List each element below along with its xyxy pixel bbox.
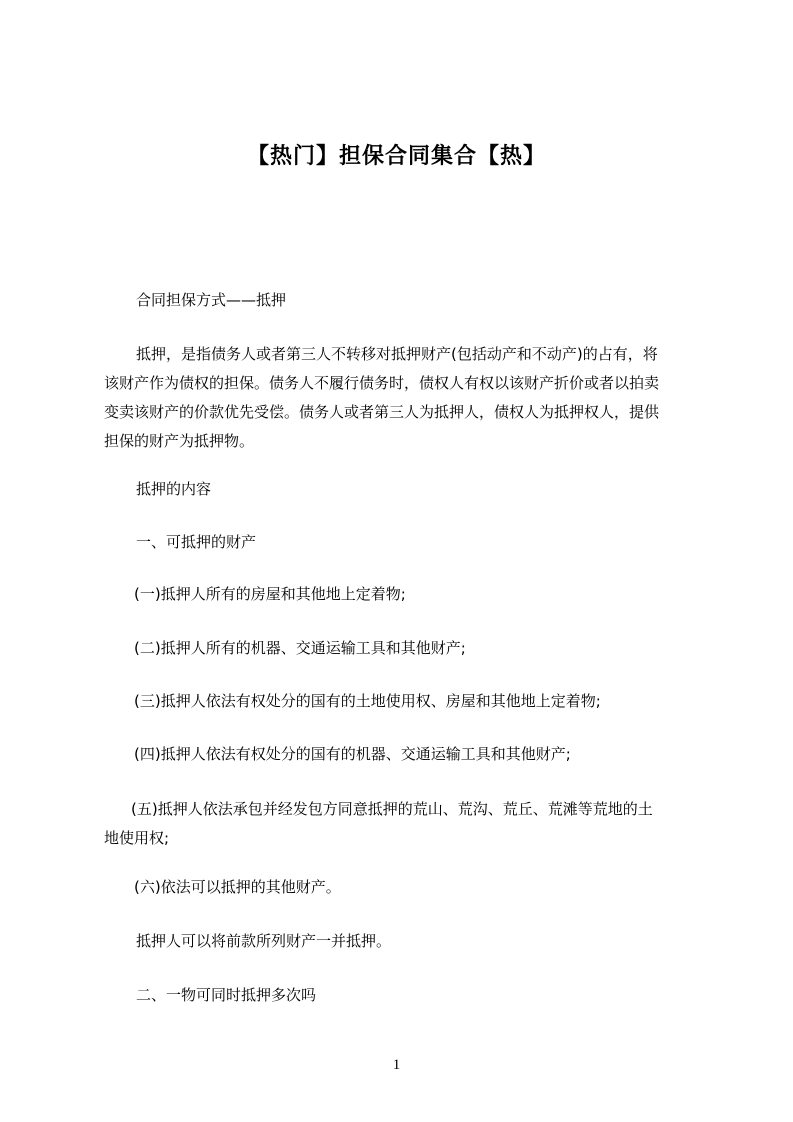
list-item-five <box>104 795 704 853</box>
definition-line: 变卖该财产的价款优先受偿。债务人或者第三人为抵押人，债权人为抵押权人，提供 <box>104 403 660 421</box>
together-note: 抵押人可以将前款所列财产一并抵押。 <box>136 932 392 950</box>
document-title: 【热门】担保合同集合【热】 <box>246 144 546 169</box>
heading-content: 抵押的内容 <box>136 480 212 498</box>
definition-paragraph <box>104 340 704 456</box>
page-number: 1 <box>392 1057 401 1073</box>
definition-line: 担保的财产为抵押物。 <box>104 432 255 450</box>
list-item-line: 地使用权; <box>104 829 170 847</box>
list-item: (四)抵押人依法有权处分的国有的机器、交通运输工具和其他财产; <box>134 745 571 763</box>
list-item-line: (五)抵押人依法承包并经发包方同意抵押的荒山、荒沟、荒丘、荒滩等荒地的土 <box>131 800 653 818</box>
definition-line: 该财产作为债权的担保。债务人不履行债务时，债权人有权以该财产折价或者以拍卖 <box>104 374 660 392</box>
list-item: (一)抵押人所有的房屋和其他地上定着物; <box>134 585 406 603</box>
section-one-heading: 一、可抵押的财产 <box>136 533 257 551</box>
heading-method: 合同担保方式——抵押 <box>136 291 287 309</box>
list-item: (六)依法可以抵押的其他财产。 <box>134 878 341 896</box>
list-item: (三)抵押人依法有权处分的国有的土地使用权、房屋和其他地上定着物; <box>134 692 601 710</box>
list-item: (二)抵押人所有的机器、交通运输工具和其他财产; <box>134 639 466 657</box>
definition-line: 抵押，是指债务人或者第三人不转移对抵押财产(包括动产和不动产)的占有，将 <box>136 345 658 363</box>
section-two-heading: 二、一物可同时抵押多次吗 <box>136 986 317 1004</box>
